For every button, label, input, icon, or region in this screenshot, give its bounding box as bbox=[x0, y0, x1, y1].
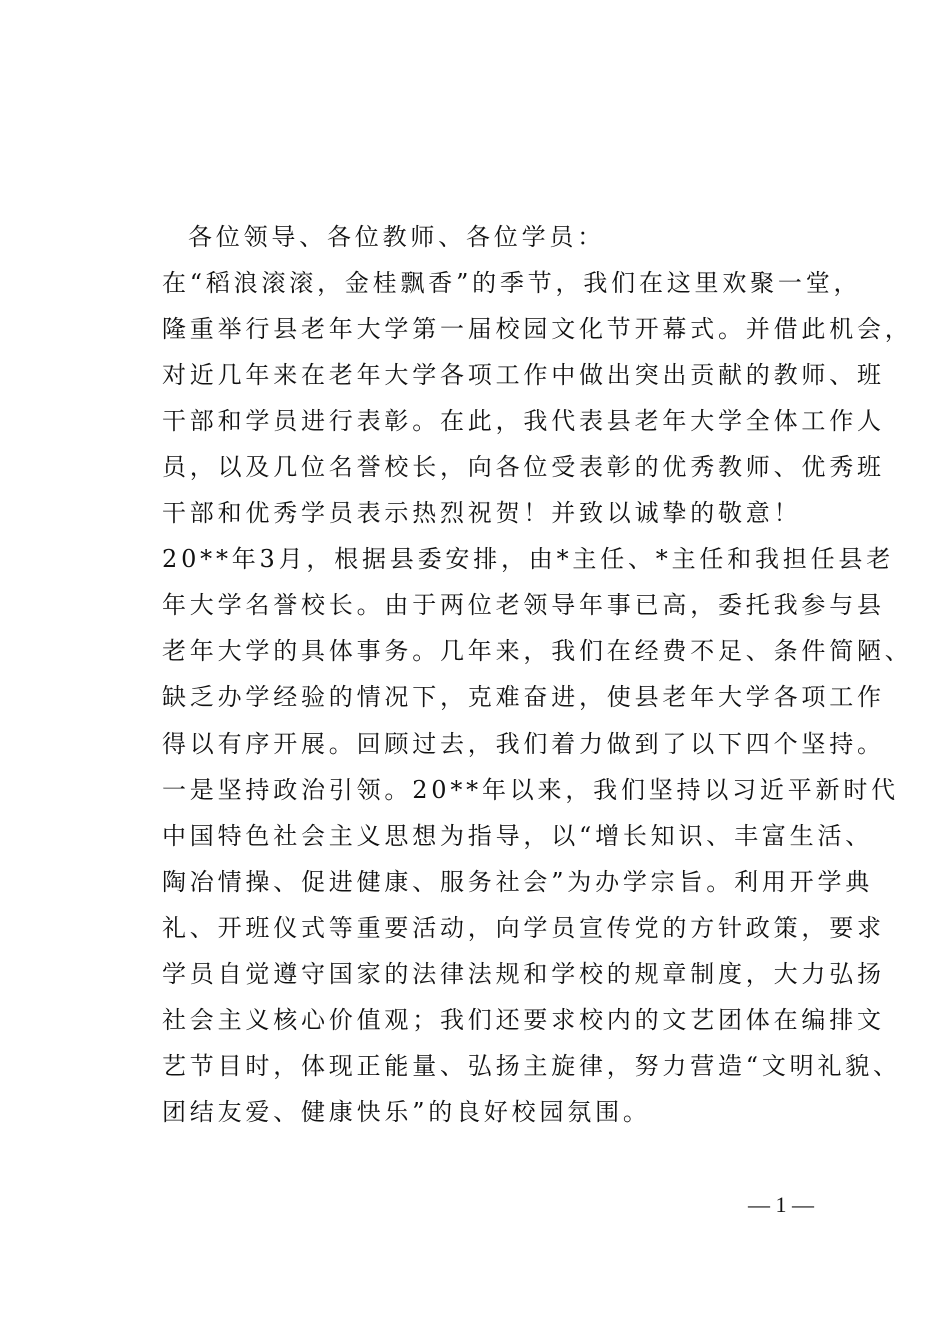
salutation: 各位领导、各位教师、各位学员： bbox=[188, 223, 605, 251]
text-line: 隆重举行县老年大学第一届校园文化节开幕式。并借此机会， bbox=[162, 315, 913, 344]
page-number: — 1 — bbox=[748, 1192, 814, 1217]
text-line: 得以有序开展。回顾过去，我们着力做到了以下四个坚持。 bbox=[162, 729, 885, 758]
text-line: 20**年3月，根据县委安排，由*主任、*主任和我担任县老 bbox=[162, 545, 895, 574]
text-line: 年大学名誉校长。由于两位老领导年事已高，委托我参与县 bbox=[162, 591, 885, 620]
text-line: 中国特色社会主义思想为指导，以“增长知识、丰富生活、 bbox=[162, 821, 874, 850]
text-line: 老年大学的具体事务。几年来，我们在经费不足、条件简陋、 bbox=[162, 637, 913, 666]
text-line: 对近几年来在老年大学各项工作中做出突出贡献的教师、班 bbox=[162, 361, 885, 390]
text-line: 艺节目时，体现正能量、弘扬主旋律，努力营造“文明礼貌、 bbox=[162, 1051, 901, 1080]
text-line: 社会主义核心价值观；我们还要求校内的文艺团体在编排文 bbox=[162, 1005, 885, 1034]
text-line: 礼、开班仪式等重要活动，向学员宣传党的方针政策，要求 bbox=[162, 913, 885, 942]
text-line: 员，以及几位名誉校长，向各位受表彰的优秀教师、优秀班 bbox=[162, 453, 885, 482]
text-line: 在“稻浪滚滚，金桂飘香”的季节，我们在这里欢聚一堂， bbox=[162, 269, 862, 298]
text-line: 陶冶情操、促进健康、服务社会”为办学宗旨。利用开学典 bbox=[162, 867, 874, 896]
text-line: 团结友爱、健康快乐”的良好校园氛围。 bbox=[162, 1097, 651, 1126]
text-line: 缺乏办学经验的情况下，克难奋进，使县老年大学各项工作 bbox=[162, 683, 885, 712]
text-line: 干部和优秀学员表示热烈祝贺！并致以诚挚的敬意！ bbox=[162, 499, 802, 528]
text-line: 一是坚持政治引领。20**年以来，我们坚持以习近平新时代 bbox=[162, 775, 899, 804]
text-line: 干部和学员进行表彰。在此，我代表县老年大学全体工作人 bbox=[162, 407, 885, 436]
text-line: 学员自觉遵守国家的法律法规和学校的规章制度，大力弘扬 bbox=[162, 959, 885, 988]
document-body bbox=[162, 214, 913, 1135]
